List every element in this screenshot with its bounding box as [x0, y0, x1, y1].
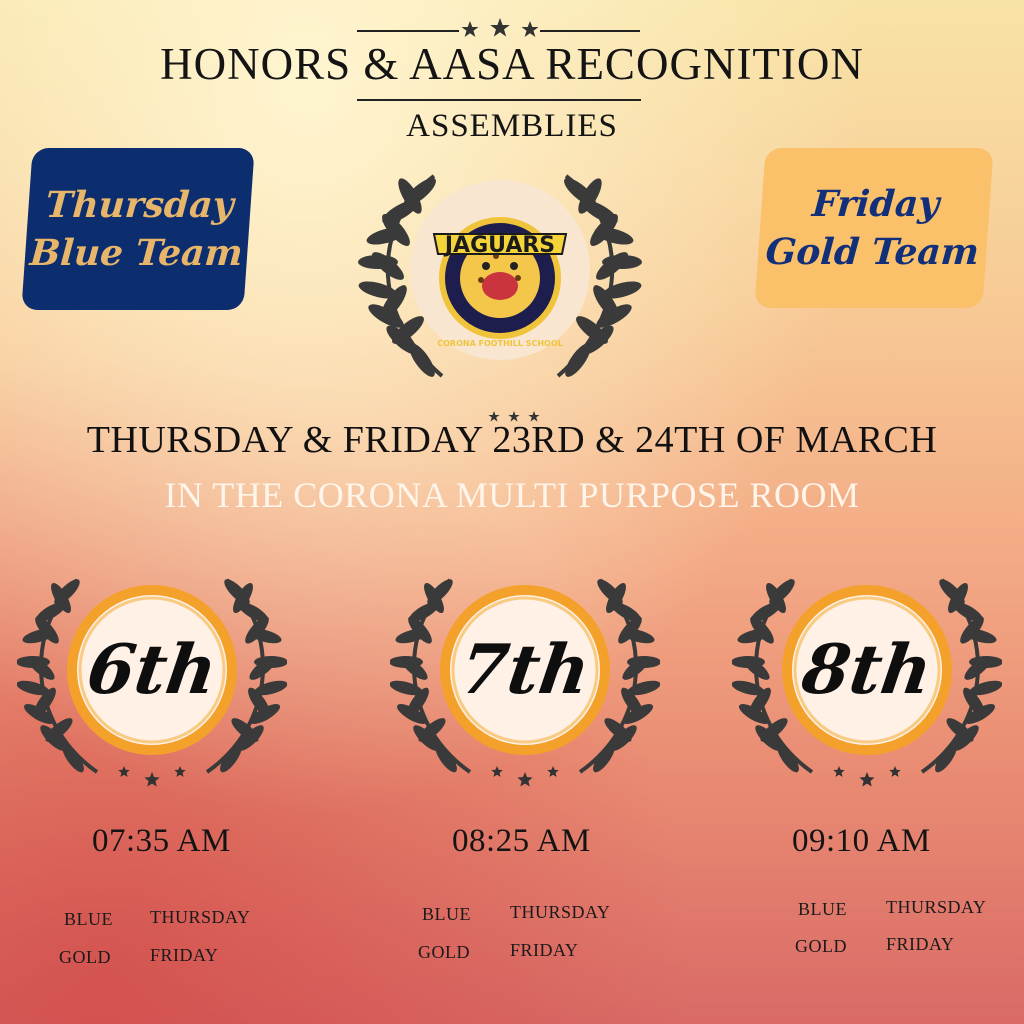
- star-icon: [889, 766, 900, 777]
- grade-8-badge: [732, 572, 1002, 802]
- laurel-wreath-icon: [356, 170, 644, 380]
- star-icon: [859, 772, 874, 787]
- star-icon: [517, 772, 532, 787]
- thursday-blue-team-badge: [21, 148, 254, 310]
- event-venue: IN THE CORONA MULTI PURPOSE ROOM: [164, 475, 860, 515]
- star-icon: [118, 766, 129, 777]
- title-rule-top-right: [540, 30, 640, 32]
- logo-ring-text: CORONA FOOTHILL SCHOOL: [437, 339, 563, 348]
- grade-6-badge: [17, 572, 287, 802]
- grade-7-team-blue: BLUE: [422, 904, 471, 924]
- event-date: THURSDAY & FRIDAY 23RD & 24TH OF MARCH: [86, 419, 938, 461]
- star-icon: [547, 766, 558, 777]
- grade-6-day-thursday: THURSDAY: [150, 907, 251, 927]
- title-rule-top-left: [357, 30, 459, 32]
- grade-8-time: 09:10 AM: [792, 823, 931, 859]
- grade-6-team-blue: BLUE: [64, 909, 113, 929]
- grade-7-day-thursday: THURSDAY: [510, 902, 611, 922]
- header-stars-icon: [460, 16, 540, 40]
- star-icon: [174, 766, 185, 777]
- logo-wordmark: JAGUARS: [444, 233, 556, 258]
- page-title: HONORS & AASA RECOGNITION: [160, 39, 864, 89]
- team-day: Thursday: [44, 184, 236, 226]
- grade-7-team-gold: GOLD: [418, 942, 470, 962]
- team-name: Blue Team: [28, 232, 245, 274]
- team-name: Gold Team: [764, 231, 981, 273]
- grade-8-day-friday: FRIDAY: [886, 934, 955, 954]
- title-rule-bottom: [357, 99, 641, 101]
- grade-8-team-gold: GOLD: [795, 936, 847, 956]
- grade-6-day-friday: FRIDAY: [150, 945, 219, 965]
- school-logo: [356, 170, 644, 380]
- team-day: Friday: [810, 183, 941, 225]
- grade-number: 8th: [797, 630, 937, 710]
- grade-7-badge: [390, 572, 660, 802]
- grade-number: 6th: [82, 630, 222, 710]
- grade-number: 7th: [455, 630, 595, 710]
- star-icon: [833, 766, 844, 777]
- page-subtitle: ASSEMBLIES: [406, 108, 618, 144]
- grade-7-time: 08:25 AM: [452, 823, 591, 859]
- grade-8-team-blue: BLUE: [798, 899, 847, 919]
- grade-8-day-thursday: THURSDAY: [886, 897, 987, 917]
- friday-gold-team-badge: [754, 148, 993, 308]
- grade-6-team-gold: GOLD: [59, 947, 111, 967]
- star-icon: [144, 772, 159, 787]
- star-icon: [491, 766, 502, 777]
- grade-7-day-friday: FRIDAY: [510, 940, 579, 960]
- grade-6-time: 07:35 AM: [92, 823, 231, 859]
